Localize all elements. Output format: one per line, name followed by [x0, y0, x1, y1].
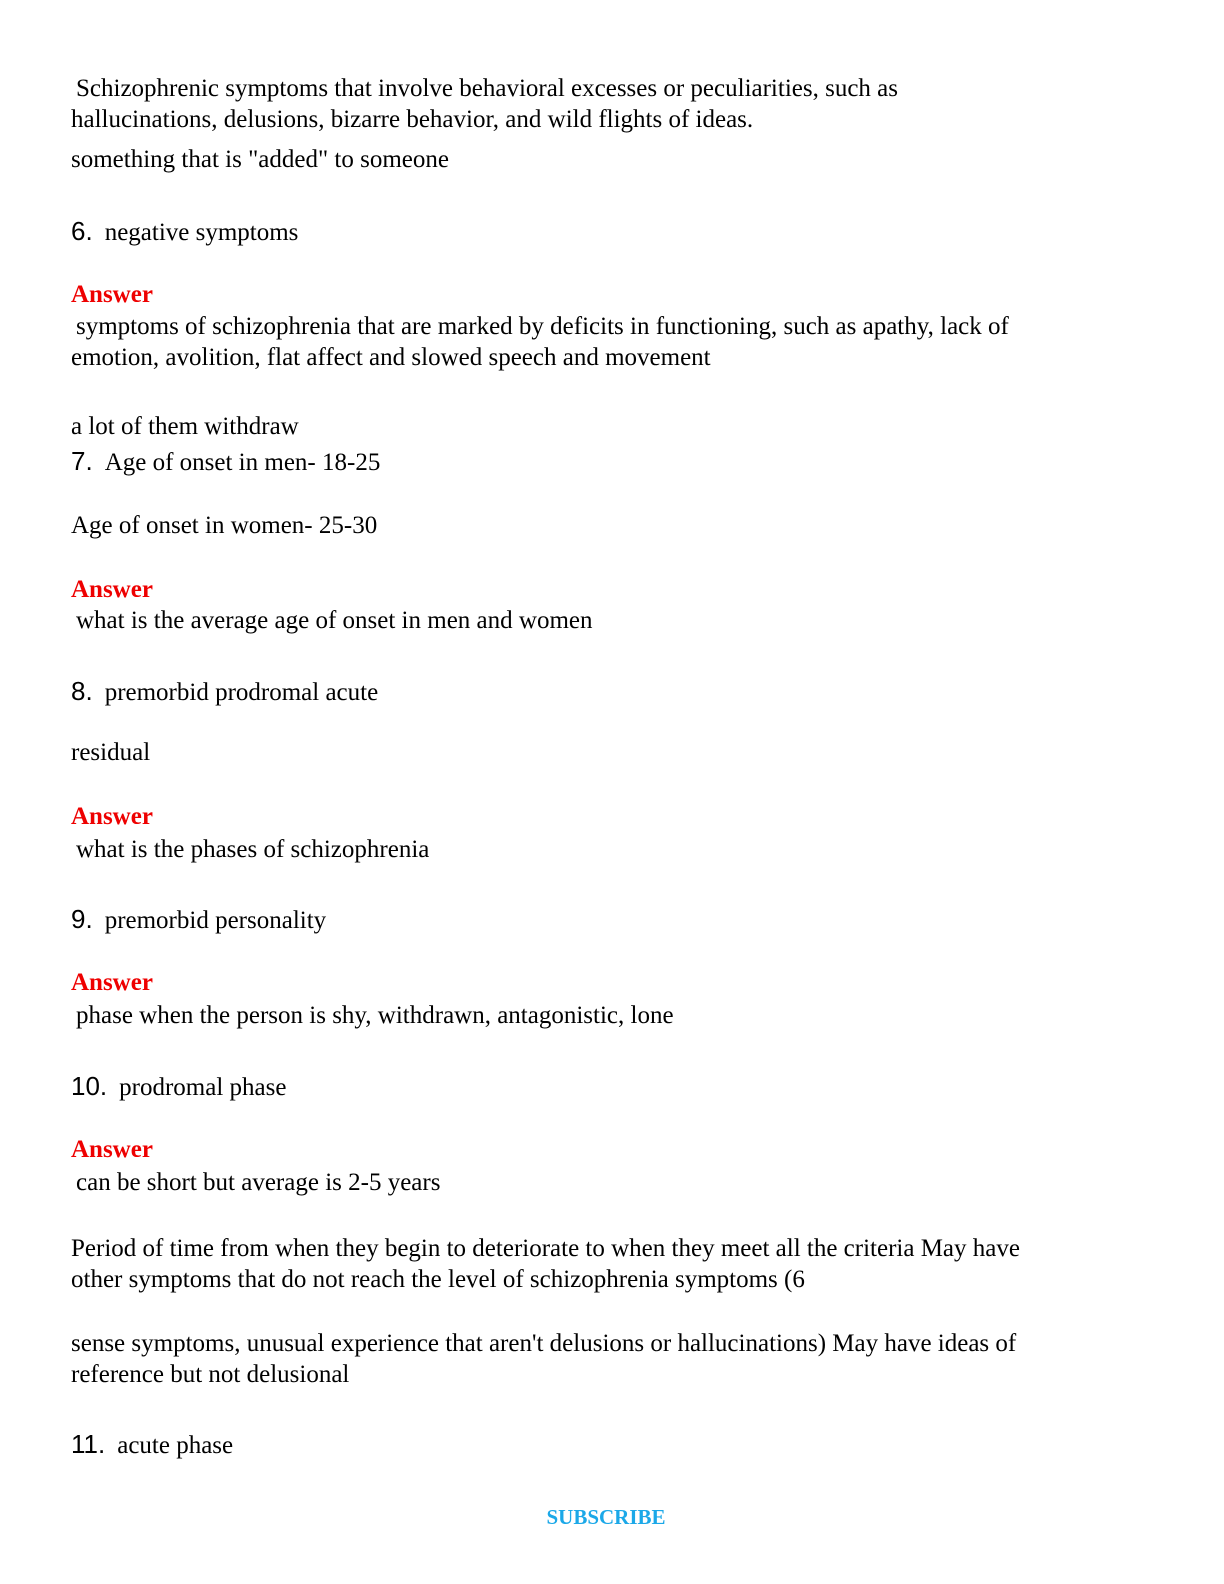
question-number: 10. [71, 1071, 108, 1101]
question-term-extra: Age of onset in women- 25-30 [71, 512, 378, 539]
answer-text: what is the average age of onset in men and women [76, 607, 593, 634]
question-9 [71, 904, 326, 936]
answer-text: what is the phases of schizophrenia [76, 836, 430, 863]
question-10 [71, 1071, 286, 1103]
answer-label: Answer [71, 1136, 153, 1163]
question-number: 11. [71, 1429, 106, 1459]
intro-line-1: Schizophrenic symptoms that involve behavioral excesses or peculiarities, such as [76, 75, 898, 102]
question-6 [71, 216, 298, 248]
answer-text: can be short but average is 2-5 years [76, 1169, 441, 1196]
answer-label: Answer [71, 576, 153, 603]
question-number: 6. [71, 216, 93, 246]
question-8 [71, 676, 378, 708]
answer-text: symptoms of schizophrenia that are marked by deficits in functioning, such as apathy, lack of [76, 313, 1009, 340]
question-term: Age of onset in men- 18-25 [104, 449, 381, 476]
question-7 [71, 446, 380, 478]
question-11 [71, 1429, 233, 1461]
intro-line-3: something that is "added" to someone [71, 146, 449, 173]
question-term: negative symptoms [104, 219, 299, 246]
answer-label: Answer [71, 803, 153, 830]
extra-text: Period of time from when they begin to deteriorate to when they meet all the criteria May have [71, 1235, 1020, 1262]
question-term: prodromal phase [119, 1074, 287, 1101]
intro-line-2: hallucinations, delusions, bizarre behavior, and wild flights of ideas. [71, 106, 754, 133]
answer-label: Answer [71, 281, 153, 308]
question-number: 9. [71, 904, 93, 934]
question-term-extra: residual [71, 739, 151, 766]
answer-label: Answer [71, 969, 153, 996]
question-number: 8. [71, 676, 93, 706]
answer-text: emotion, avolition, flat affect and slowed speech and movement [71, 344, 711, 371]
extra-text: reference but not delusional [71, 1361, 350, 1388]
question-term: premorbid personality [104, 907, 327, 934]
subscribe-link[interactable]: SUBSCRIBE [546, 1505, 666, 1529]
extra-text: other symptoms that do not reach the level of schizophrenia symptoms (6 [71, 1266, 805, 1293]
extra-text: sense symptoms, unusual experience that aren't delusions or hallucinations) May have ideas of [71, 1330, 1017, 1357]
question-term: premorbid prodromal acute [104, 679, 379, 706]
extra-text: a lot of them withdraw [71, 413, 299, 440]
question-number: 7. [71, 446, 93, 476]
question-term: acute phase [117, 1432, 234, 1459]
answer-text: phase when the person is shy, withdrawn, antagonistic, lone [76, 1002, 674, 1029]
